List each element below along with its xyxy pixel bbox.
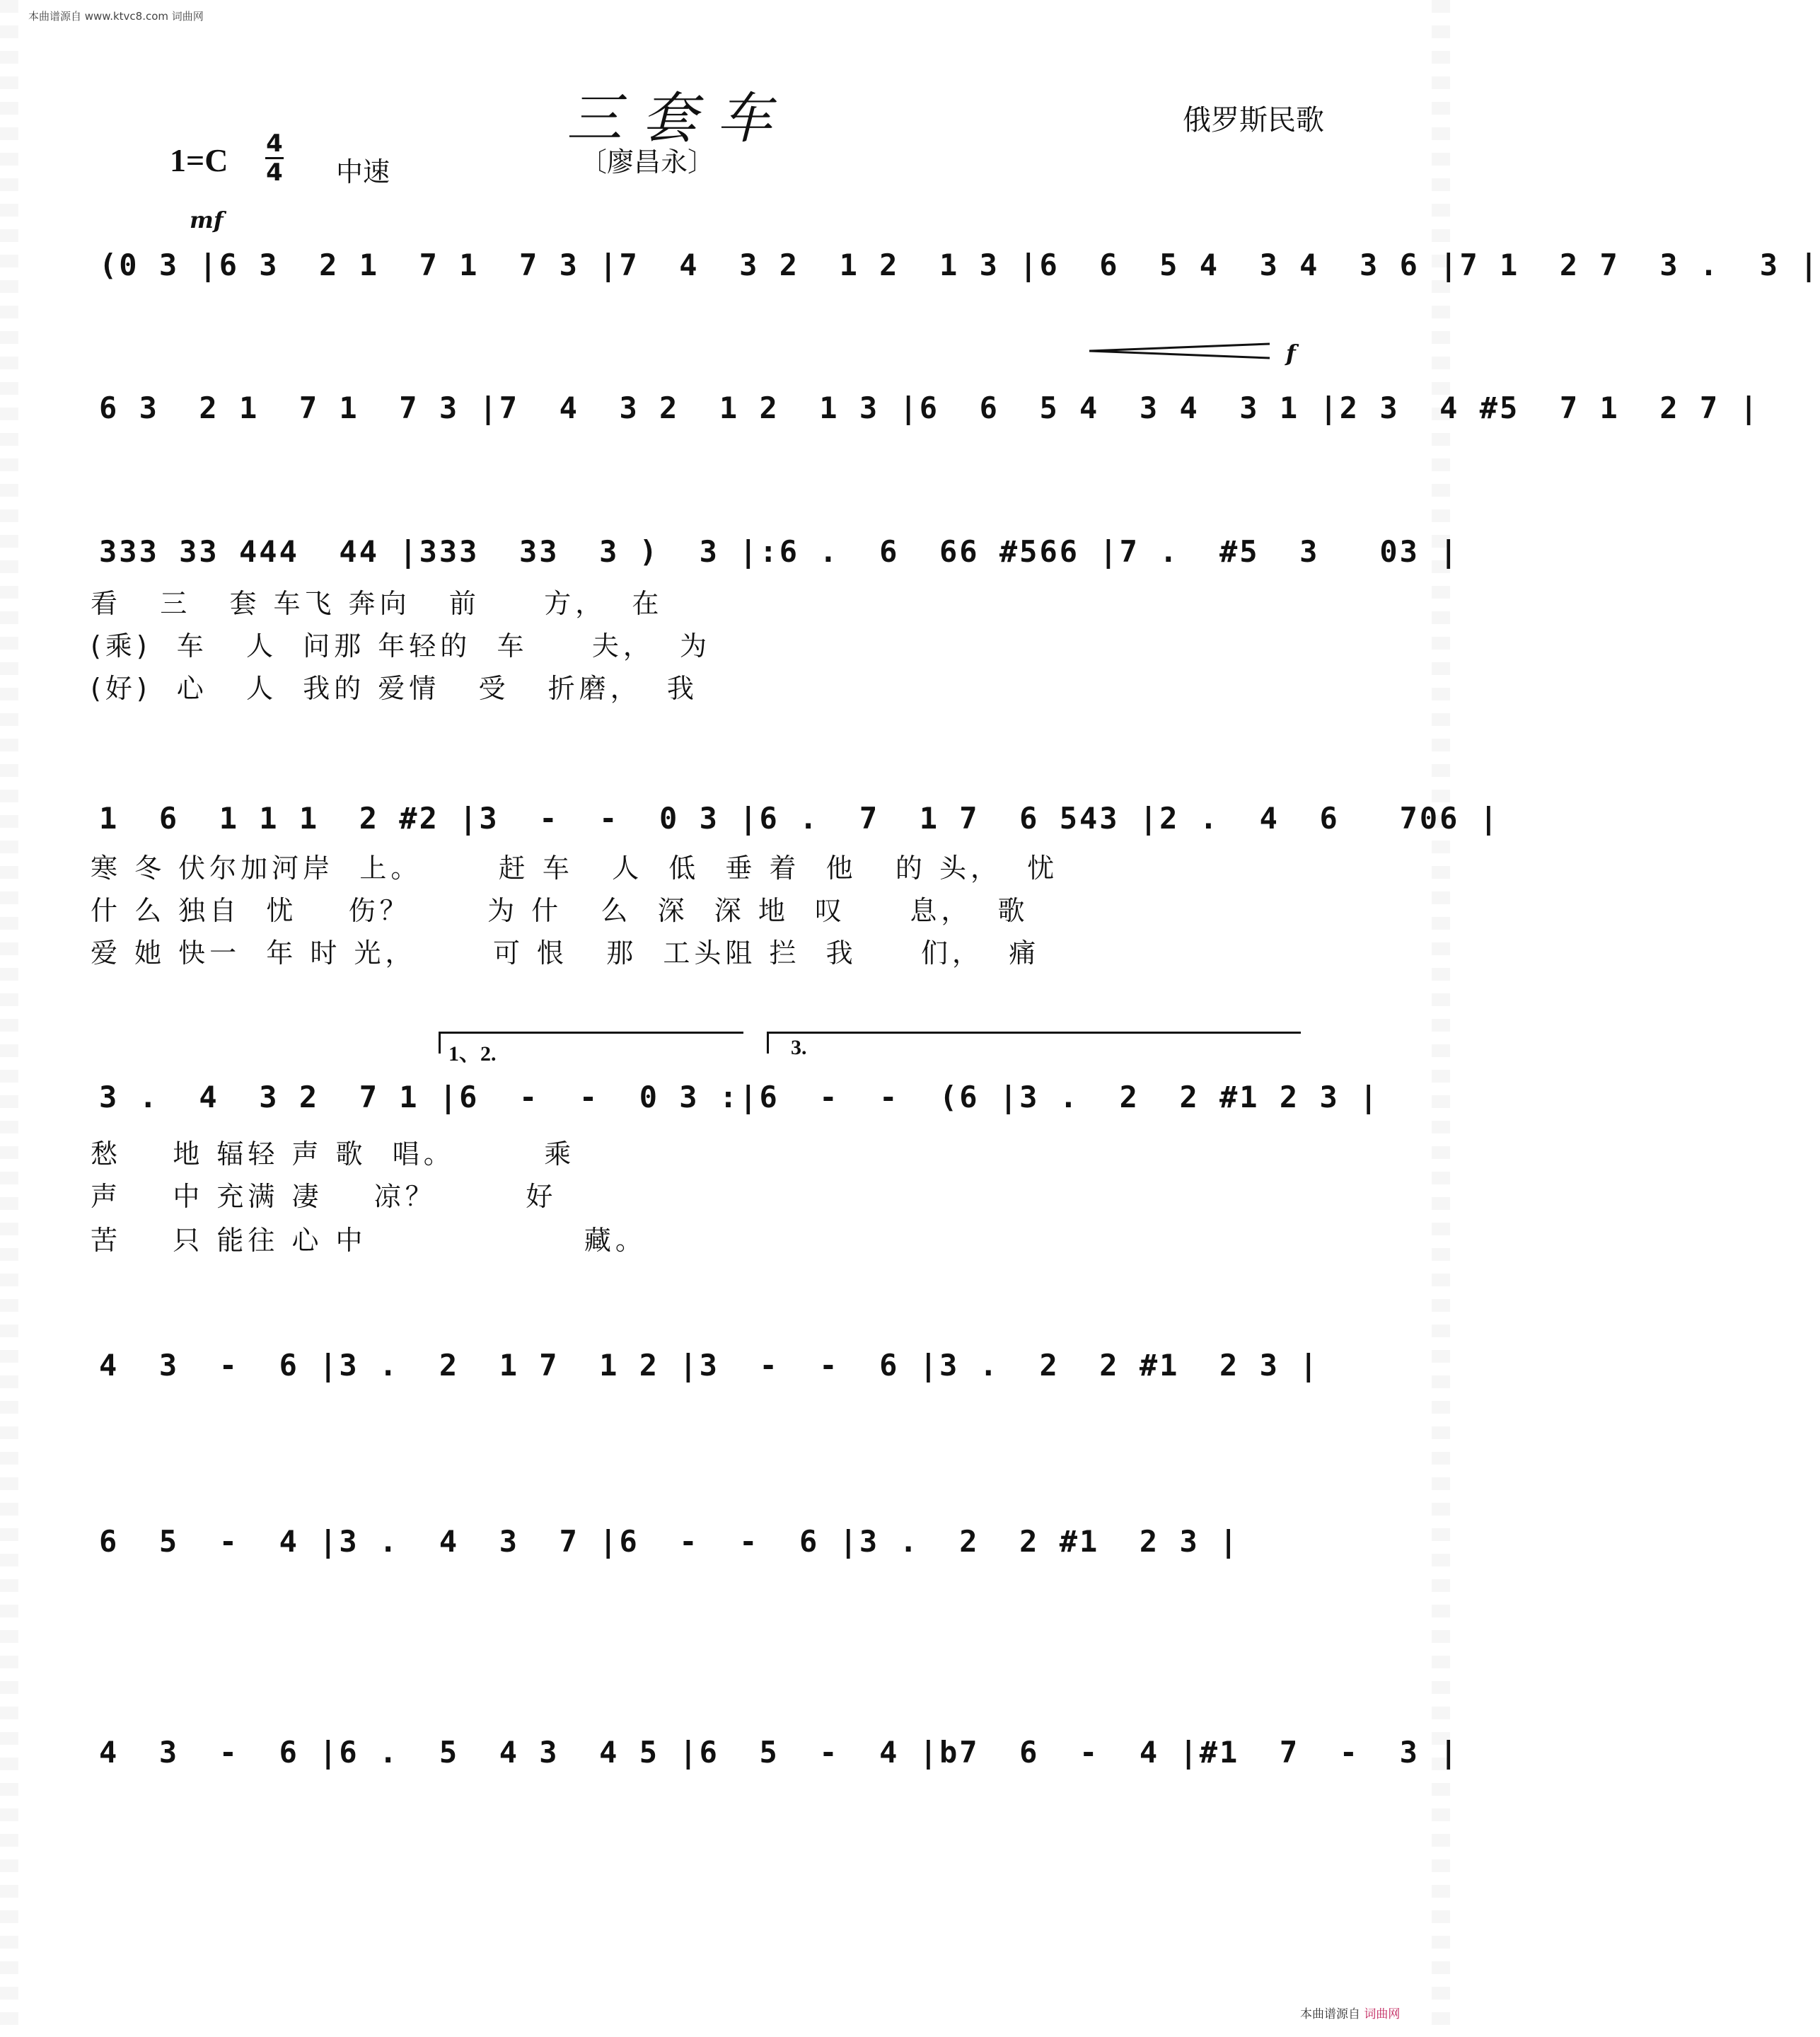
notes-line-8: 4 3 - 6 |6 . 5 4 3 4 5 |6 5 - 4 |b7 6 - 4 |#1 7 - 3 | bbox=[99, 1735, 1460, 1770]
time-denominator: 4 bbox=[266, 158, 283, 187]
score-line-6 bbox=[99, 1348, 1372, 1397]
notes-line-4: 1 6 1 1 1 2 #2 |3 - - 0 3 |6 . 7 1 7 6 543 |2 . 4 6 706 | bbox=[99, 801, 1500, 836]
lyric-line-2b: 什 么 独自 忧 伤？ 为 什 么 深 深 地 叹 息， 歌 bbox=[91, 895, 1029, 926]
footer-watermark bbox=[1300, 2004, 1400, 2021]
volta-label-second: 3. bbox=[791, 1036, 807, 1059]
song-origin: 俄罗斯民歌 bbox=[1183, 104, 1324, 137]
lyric-line-3c: 苦 只 能往 心 中 藏。 bbox=[91, 1225, 647, 1256]
lyric-line-2c: 声 中 充满 凄 凉？ 好 bbox=[91, 1181, 557, 1212]
lyric-line-1b: 寒 冬 伏尔加河岸 上。 赶 车 人 低 垂 着 他 的 头， 忧 bbox=[91, 853, 1059, 884]
score-line-2 bbox=[99, 391, 1760, 440]
left-border-strip bbox=[0, 0, 18, 2037]
footer-accent: 词曲网 bbox=[1364, 2007, 1401, 2021]
crescendo-hairpin bbox=[1089, 342, 1273, 359]
notes-line-7: 6 5 - 4 |3 . 4 3 7 |6 - - 6 |3 . 2 2 #1 2 3 | bbox=[99, 1524, 1240, 1559]
footer-text: 本曲谱源自 bbox=[1300, 2007, 1360, 2021]
lyric-line-1a: 看 三 套 车飞 奔向 前 方， 在 bbox=[91, 588, 663, 619]
lyric-line-1c: 愁 地 辐轻 声 歌 唱。 乘 bbox=[91, 1138, 576, 1170]
arranger-credit: 〔廖昌永〕 bbox=[580, 146, 715, 178]
score-line-7 bbox=[99, 1524, 1372, 1574]
lyric-line-2a: (乘) 车 人 问那 年轻的 车 夫， 为 bbox=[91, 630, 711, 662]
score-line-8 bbox=[99, 1735, 1460, 1784]
score-line-5 bbox=[99, 1080, 1380, 1129]
notes-line-2: 6 3 2 1 7 1 7 3 |7 4 3 2 1 2 1 3 |6 6 5 4 3 4 3 1 |2 3 4 #5 7 1 2 7 | bbox=[99, 391, 1760, 425]
notes-line-6: 4 3 - 6 |3 . 2 1 7 1 2 |3 - - 6 |3 . 2 2 #1 2 3 | bbox=[99, 1348, 1320, 1383]
dynamic-mf: mf bbox=[190, 207, 224, 233]
lyric-line-3b: 爱 她 快一 年 时 光， 可 恨 那 工头阻 拦 我 们， 痛 bbox=[91, 937, 1041, 969]
source-note: 本曲谱源自 www.ktvc8.com 词曲网 bbox=[28, 10, 204, 23]
right-border-strip bbox=[1432, 0, 1450, 2037]
score-line-1 bbox=[99, 248, 1820, 297]
score-line-3 bbox=[99, 534, 1460, 584]
score-line-4 bbox=[99, 801, 1500, 850]
time-signature bbox=[265, 130, 284, 186]
dynamic-f: f bbox=[1286, 340, 1296, 367]
volta-label-first: 1、2. bbox=[448, 1042, 497, 1066]
notes-line-3: 333 33 444 44 |333 33 3 ) 3 |:6 . 6 66 #566 |7 . #5 3 03 | bbox=[99, 534, 1460, 569]
lyric-line-3a: (好) 心 人 我的 爱情 受 折磨， 我 bbox=[91, 673, 698, 704]
song-title: 三套车 bbox=[566, 87, 792, 151]
notes-line-1: (0 3 |6 3 2 1 7 1 7 3 |7 4 3 2 1 2 1 3 |6 6 5 4 3 4 3 6 |7 1 2 7 3 . 3 | bbox=[99, 248, 1820, 282]
tempo-marking: 中速 bbox=[336, 156, 390, 187]
time-numerator: 4 bbox=[266, 129, 283, 158]
notes-line-5: 3 . 4 3 2 7 1 |6 - - 0 3 :|6 - - (6 |3 . 2 2 #1 2 3 | bbox=[99, 1080, 1380, 1114]
volta-bracket-second bbox=[767, 1032, 1301, 1054]
key-signature: 1=C bbox=[170, 142, 228, 178]
